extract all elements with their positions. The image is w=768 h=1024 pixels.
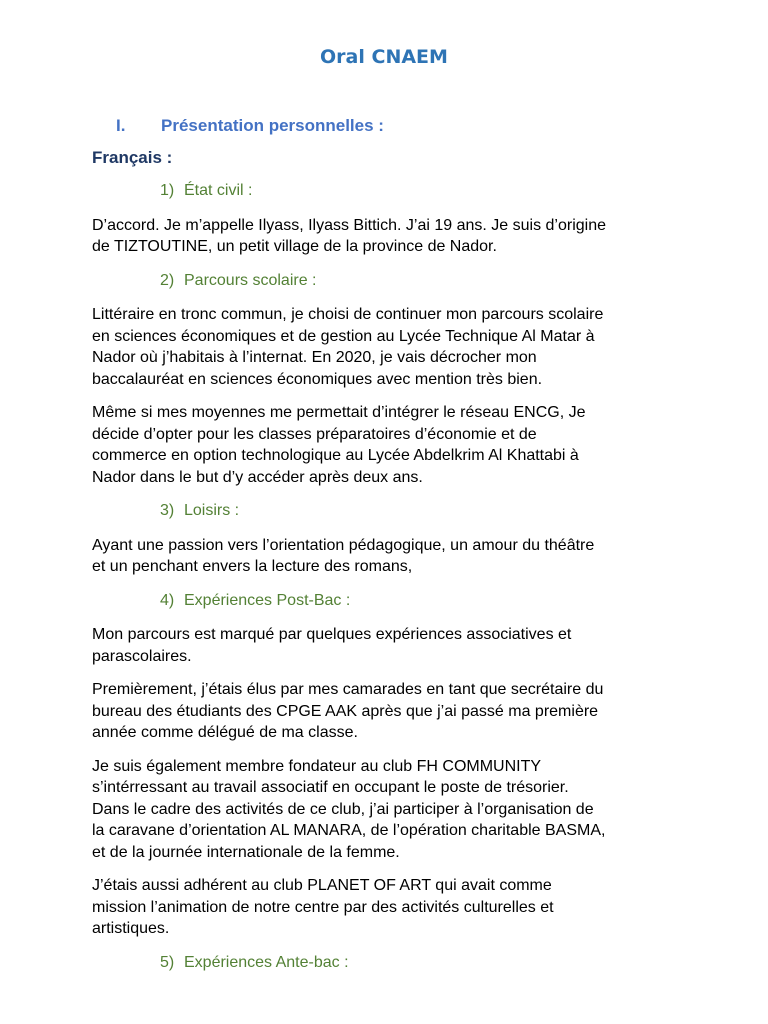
section-heading xyxy=(116,116,384,136)
document-title: Oral CNAEM xyxy=(320,46,448,68)
subsection-label: Expériences Ante-bac : xyxy=(184,953,349,971)
paragraph: D’accord. Je m’appelle Ilyass, Ilyass Bittich. J’ai 19 ans. Je suis d’origine de TIZTOUTINE, un petit village de la province de Nador. xyxy=(92,216,606,255)
paragraph: Mon parcours est marqué par quelques expériences associatives et parascolaires. xyxy=(92,626,572,665)
subsection-heading xyxy=(160,270,682,292)
subsection-heading xyxy=(160,180,682,202)
subsection-number: 2) xyxy=(160,271,175,289)
subsection-parcours-scolaire xyxy=(92,270,682,489)
subsection-number: 3) xyxy=(160,502,175,519)
paragraph: Premièrement, j’étais élus par mes camarades en tant que secrétaire du bureau des étudiants des CPGE AAK après que j’ai passé ma première année comme délégué de ma classe. xyxy=(92,681,604,741)
paragraph: Je suis également membre fondateur au club FH COMMUNITY s’intérressant au travail associatif en occupant le poste de trésorier. Dans le cadre des activités de ce club, j’ai participer à l’organisation de la caravane d’orientation AL MANARA, de l’opération charitable BASMA, et de la journée internationale de la femme. xyxy=(92,757,606,861)
subsection-loisirs xyxy=(92,500,682,578)
subsection-number: 5) xyxy=(160,953,175,971)
subsection-number: 1) xyxy=(160,182,175,199)
language-heading: Français : xyxy=(92,148,173,167)
subsection-heading xyxy=(160,500,682,522)
section-label: Présentation personnelles : xyxy=(161,116,384,135)
subsection-label: Loisirs : xyxy=(184,502,240,519)
paragraph: J’étais aussi adhérent au club PLANET OF ART qui avait comme mission l’animation de notre centre par des activités culturelles et artistiques. xyxy=(92,877,554,937)
paragraph: Même si mes moyennes me permettait d’intégrer le réseau ENCG, Je décide d’opter pour les classes préparatoires d’économie et de commerce en option technologique au Lycée Abdelkrim Al Khattabi à Nador dans le but d’y accéder après deux ans. xyxy=(92,404,586,486)
subsection-label: Parcours scolaire : xyxy=(184,271,317,289)
subsection-number: 4) xyxy=(160,591,175,609)
subsection-experiences-ante-bac xyxy=(92,952,682,974)
subsection-etat-civil xyxy=(92,180,682,258)
paragraph: Ayant une passion vers l’orientation pédagogique, un amour du théâtre et un penchant envers la lecture des romans, xyxy=(92,536,595,575)
document-body xyxy=(92,180,682,986)
paragraph: Littéraire en tronc commun, je choisi de continuer mon parcours scolaire en sciences économiques et de gestion au Lycée Technique Al Matar à Nador où j’habitais à l’internat. En 2020, je vais décrocher mon baccalauréat en sciences économiques avec mention très bien. xyxy=(92,306,604,388)
subsection-heading xyxy=(160,952,682,974)
subsection-heading xyxy=(160,590,682,612)
subsection-label: État civil : xyxy=(184,182,253,199)
subsection-label: Expériences Post-Bac : xyxy=(184,591,351,609)
section-number: I. xyxy=(116,116,126,135)
subsection-experiences-post-bac xyxy=(92,590,682,940)
